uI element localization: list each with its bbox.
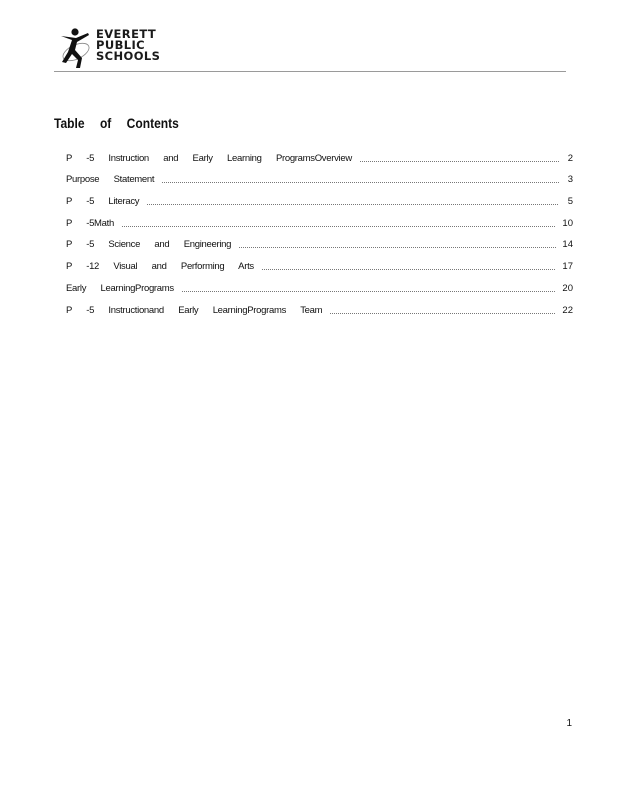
runner-figure-icon bbox=[58, 26, 98, 70]
toc-entry[interactable] bbox=[66, 272, 573, 294]
toc-entry-label: P -5Math bbox=[66, 217, 114, 229]
toc-entry-label: Early LearningPrograms bbox=[66, 282, 174, 294]
toc-entry-page: 22 bbox=[562, 304, 573, 316]
toc-list bbox=[66, 142, 573, 316]
everett-public-schools-logo bbox=[58, 26, 168, 70]
toc-entry-label: Purpose Statement bbox=[66, 174, 155, 186]
toc-entry[interactable] bbox=[66, 185, 573, 207]
toc-entry-label: P -5 Instruction and Early Learning ProgramsOverview bbox=[66, 152, 352, 164]
toc-entry-page: 2 bbox=[567, 152, 573, 164]
toc-leader-dots bbox=[162, 175, 559, 183]
toc-entry-label: P -5 Instructionand Early LearningPrograms Team bbox=[66, 304, 323, 316]
logo-line-2: PUBLIC bbox=[96, 38, 145, 52]
toc-entry[interactable] bbox=[66, 250, 573, 272]
toc-entry-label: P -5 Science and Engineering bbox=[66, 239, 232, 251]
toc-leader-dots bbox=[182, 284, 557, 292]
toc-leader-dots bbox=[147, 197, 559, 205]
toc-entry-page: 10 bbox=[562, 217, 573, 229]
toc-entry-page: 14 bbox=[562, 239, 573, 251]
logo-wordmark bbox=[96, 29, 160, 62]
toc-heading: Table of Contents bbox=[54, 115, 179, 131]
toc-leader-dots bbox=[330, 306, 556, 314]
toc-leader-dots bbox=[262, 262, 557, 270]
toc-entry-page: 5 bbox=[567, 196, 573, 208]
page-number: 1 bbox=[566, 718, 572, 729]
logo-line-3: SCHOOLS bbox=[96, 49, 161, 63]
toc-entry-label: P -12 Visual and Performing Arts bbox=[66, 261, 254, 273]
toc-leader-dots bbox=[122, 219, 556, 227]
toc-entry[interactable] bbox=[66, 207, 573, 229]
logo-line-1: EVERETT bbox=[96, 27, 157, 41]
header-divider bbox=[54, 71, 566, 72]
toc-leader-dots bbox=[360, 154, 559, 162]
toc-entry-label: P -5 Literacy bbox=[66, 196, 140, 208]
toc-entry[interactable] bbox=[66, 164, 573, 186]
toc-entry[interactable] bbox=[66, 294, 573, 316]
toc-entry[interactable] bbox=[66, 142, 573, 164]
toc-entry-page: 17 bbox=[562, 261, 573, 273]
toc-leader-dots bbox=[239, 240, 556, 248]
toc-entry-page: 20 bbox=[562, 282, 573, 294]
toc-entry[interactable] bbox=[66, 229, 573, 251]
toc-entry-page: 3 bbox=[567, 174, 573, 186]
